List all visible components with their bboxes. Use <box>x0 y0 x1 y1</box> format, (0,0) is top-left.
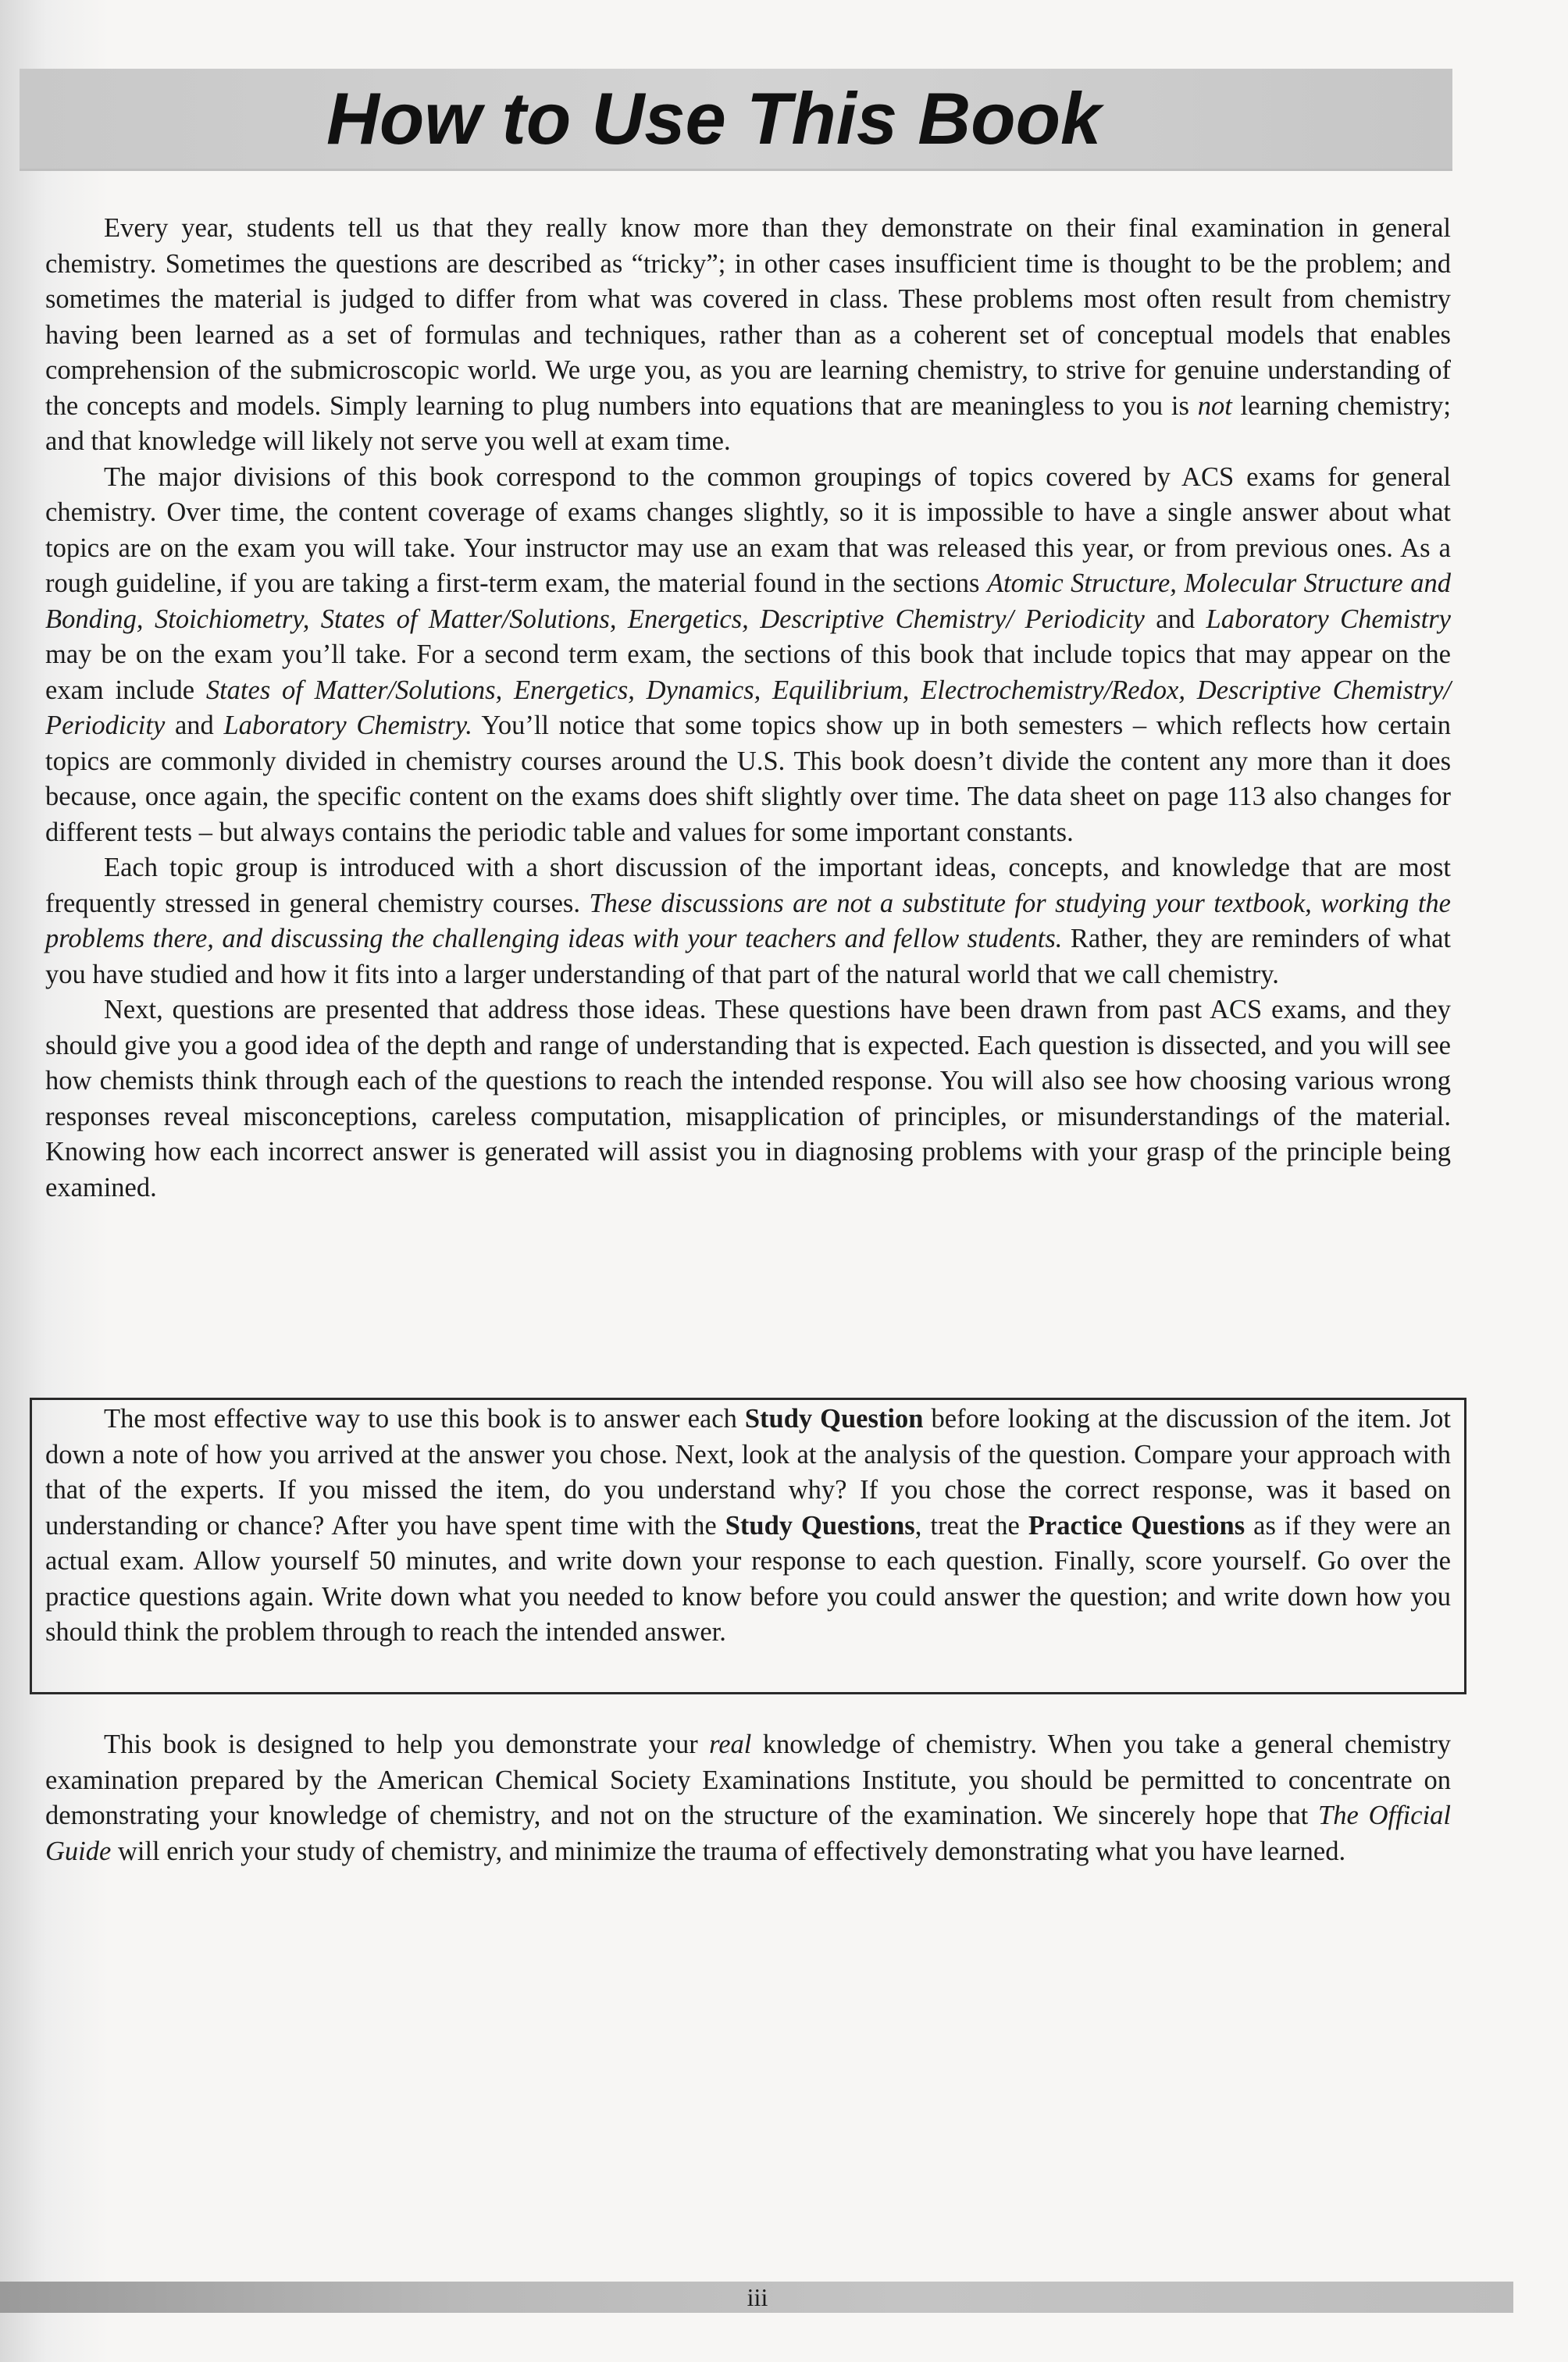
intro-text <box>45 211 1451 1206</box>
page-number: iii <box>747 2283 768 2311</box>
closing-text <box>45 1727 1451 1869</box>
page-title: How to Use This Book <box>326 77 1102 159</box>
study-tip-text <box>45 1402 1451 1651</box>
emphasis: not <box>1197 390 1232 421</box>
practice-questions-term: Practice Questions <box>1028 1510 1245 1541</box>
emphasis-real: real <box>709 1730 752 1759</box>
paragraph-3: Each topic group is introduced with a short discussion of the important ideas, concepts, and knowledge that are most frequently stressed in general chemistry courses. These discussions are not a substitute for studying your textbook, working the problems there, and discussing the challenging ideas with your teachers and fellow students. Rather, they are reminders of what you have studied and how it fits into a larger understanding of that part of the natural world that we call chemistry. <box>45 853 1451 989</box>
paragraph-5: This book is designed to help you demonstrate your real knowledge of chemistry. When you take a general chemistry examination prepared by the American Chemical Society Examinations Institute, you should be permitted to concentrate on demonstrating your knowledge of chemistry, and not on the structure of the examination. We sincerely hope that The Official Guide will enrich your study of chemistry, and minimize the trauma of effectively demonstrating what you have learned. <box>45 1730 1451 1866</box>
section-lab-chemistry-2: Laboratory Chemistry. <box>223 711 472 740</box>
section-list-first-term: Atomic Structure, Molecular Structure and Bonding, Stoichiometry, States of Matter/Solutions, Energetics, Descriptive Chemistry/ Periodicity <box>45 568 1451 634</box>
study-questions-term: Study Questions <box>725 1510 915 1541</box>
paragraph-1: Every year, students tell us that they really know more than they demonstrate on their final examination in general chemistry. Sometimes the questions are described as “tricky”; in other cases insufficient time is thought to be the problem; and sometimes the material is judged to differ from what was covered in class. These problems most often result from chemistry having been learned as a set of formulas and techniques, rather than as a coherent set of conceptual models that enables comprehension of the submicroscopic world. We urge you, as you are learning chemistry, to strive for genuine understanding of the concepts and models. Simply learning to plug numbers into equations that are meaningless to you is not learning chemistry; and that knowledge will likely not serve you well at exam time. <box>45 213 1451 456</box>
section-lab-chemistry: Laboratory Chemistry <box>1206 604 1451 634</box>
paragraph-2: The major divisions of this book correspond to the common groupings of topics covered by ACS exams for general chemistry. Over time, the content coverage of exams changes slightly, so it is impossible to have a single answer about what topics are on the exam you will take. Your instructor may use an exam that was released this year, or from previous ones. As a rough guideline, if you are taking a first-term exam, the material found in the sections Atomic Structure, Molecular Structure and Bonding, Stoichiometry, States of Matter/Solutions, Energetics, Descriptive Chemistry/ Periodicity and Laboratory Chemistry may be on the exam you’ll take. For a second term exam, the sections of this book that include topics that may appear on the exam include States of Matter/Solutions, Energetics, Dynamics, Equilibrium, Electrochemistry/Redox, Descriptive Chemistry/ Periodicity and Laboratory Chemistry. You’ll notice that some topics show up in both semesters – which reflects how certain topics are commonly divided in chemistry courses around the U.S. This book doesn’t divide the content any more than it does because, once again, the specific content on the exams does shift slightly over time. The data sheet on page 113 also changes for different tests – but always contains the periodic table and values for some important constants. <box>45 461 1452 847</box>
paragraph-4: Next, questions are presented that address those ideas. These questions have been drawn from past ACS exams, and they should give you a good idea of the depth and range of understanding that is expected. Each question is dissected, and you will see how chemists think through each of the questions to reach the intended response. You will also see how choosing various wrong responses reveal misconceptions, careless computation, misapplication of principles, or misunderstandings of the material. Knowing how each incorrect answer is generated will assist you in diagnosing problems with your grasp of the principle being examined. <box>45 995 1451 1202</box>
study-question-term: Study Question <box>744 1404 924 1434</box>
section-list-second-term: States of Matter/Solutions, Energetics, Dynamics, Equilibrium, Electrochemistry/Redox, Descriptive Chemistry/ Periodicity <box>45 675 1452 740</box>
box-paragraph: The most effective way to use this book is to answer each Study Question before looking at the discussion of the item. Jot down a note of how you arrived at the answer you chose. Next, look at the analysis of the question. Compare your approach with that of the experts. If you missed the item, do you understand why? If you chose the correct response, was it based on understanding or chance? After you have spent time with the Study Questions, treat the Practice Questions as if they were an actual exam. Allow yourself 50 minutes, and write down your response to each question. Finally, score yourself. Go over the practice questions again. Write down what you needed to know before you could answer the question; and write down how you should think the problem through to reach the intended answer. <box>45 1404 1452 1647</box>
book-title: The Official Guide <box>45 1801 1451 1866</box>
emphasis-discussion-note: These discussions are not a substitute for studying your textbook, working the problems there, and discussing the challenging ideas with your teachers and fellow students. <box>45 888 1451 953</box>
